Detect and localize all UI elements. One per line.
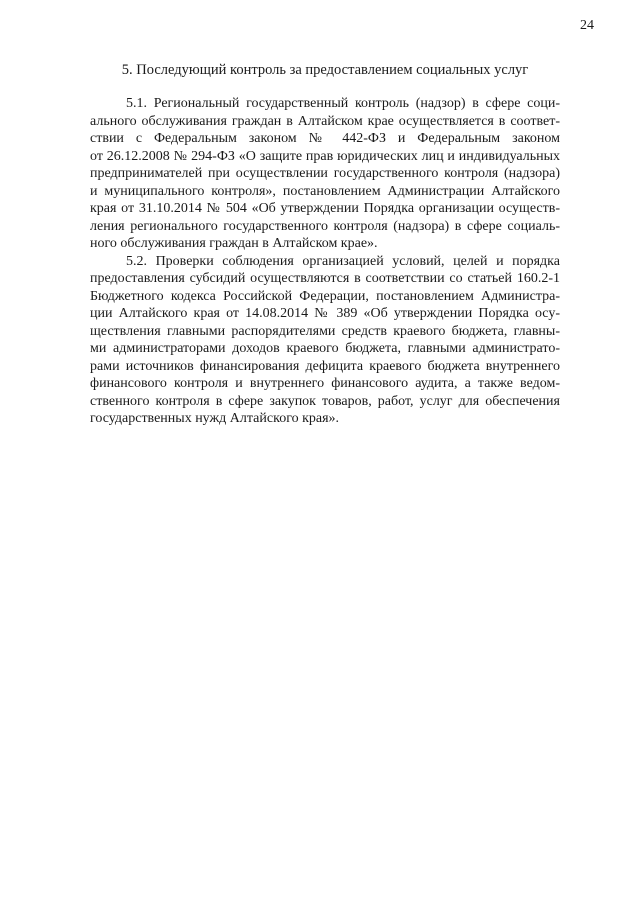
paragraph-5-1 (90, 95, 560, 253)
text-line: 5.2. Проверки соблюдения организацией условий, целей и порядка (126, 253, 560, 269)
text-line: ствии с Федеральным законом № 442-ФЗ и Федеральным законом (90, 131, 560, 146)
text-line: предоставления субсидий осуществляются в соответствии со статьей 160.2-1 (90, 271, 560, 286)
text-line: предпринимателей при осуществлении государственного контроля (надзора) (90, 166, 560, 181)
page-number: 24 (580, 18, 594, 33)
text-line: ми администраторами доходов краевого бюджета, главными администрато- (90, 341, 560, 356)
text-line: и муниципального контроля», постановлением Администрации Алтайского (90, 183, 560, 199)
text-line: ального обслуживания граждан в Алтайском крае осуществляется в соответ- (90, 113, 560, 129)
text-line: ного обслуживания граждан в Алтайском крае». (90, 236, 378, 251)
text-line: рами источников финансирования дефицита краевого бюджета внутреннего (90, 358, 560, 374)
text-line: ции Алтайского края от 14.08.2014 № 389 «Об утверждении Порядка осу- (90, 306, 560, 321)
text-line: государственных нужд Алтайского края». (90, 411, 340, 426)
text-line: Бюджетного кодекса Российской Федерации, постановлением Администра- (90, 288, 560, 304)
text-line: края от 31.10.2014 № 504 «Об утверждении Порядка организации осуществ- (90, 201, 560, 216)
text-line: ления регионального государственного контроля (надзора) в сфере социаль- (90, 218, 560, 234)
text-line: ществления главными распорядителями средств краевого бюджета, главны- (90, 323, 560, 339)
text-line: ственного контроля в сфере закупок товаров, работ, услуг для обеспечения (90, 393, 560, 409)
section-heading: 5. Последующий контроль за предоставлением социальных услуг (121, 62, 529, 78)
text-line: от 26.12.2008 № 294-ФЗ «О защите прав юридических лиц и индивидуальных (90, 148, 560, 164)
document-body (90, 95, 560, 428)
text-line: 5.1. Региональный государственный контроль (надзор) в сфере соци- (126, 96, 560, 111)
text-line: финансового контроля и внутреннего финансового аудита, а также ведом- (90, 376, 560, 391)
paragraph-5-2 (90, 253, 560, 428)
